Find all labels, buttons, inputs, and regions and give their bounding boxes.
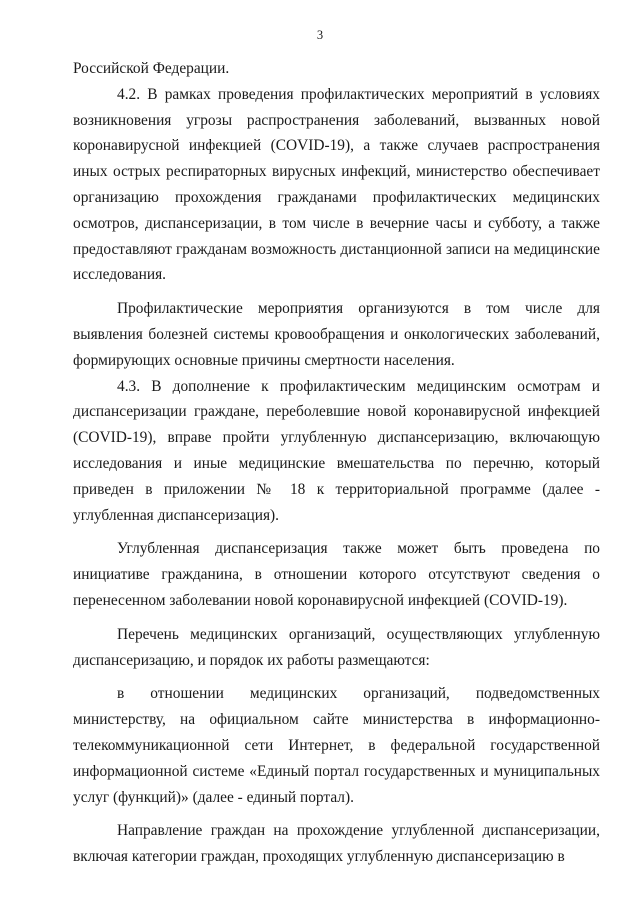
paragraph-4-2: 4.2. В рамках проведения профилактических мероприятий в условиях возникновения угрозы распространения заболеваний, вызванных новой коронавирусной инфекцией (COVID-19), а также случаев распространения иных острых респираторных вирусных инфекций, министерство обеспечивает организацию прохождения гражданами профилактических медицинских осмотров, диспансеризации, в том числе в вечерние часы и субботу, а также предоставляют гражданам возможность дистанционной записи на медицинские исследования. bbox=[73, 85, 600, 284]
paragraph-initiative: Углубленная диспансеризация также может быть проведена по инициативе гражданина, в отношении которого отсутствуют сведения о перенесенном заболевании новой коронавирусной инфекцией (COVID-19). bbox=[73, 540, 600, 609]
page-number: 3 bbox=[316, 28, 324, 42]
paragraph-4-3: 4.3. В дополнение к профилактическим медицинским осмотрам и диспансеризации граждане, переболевшие новой коронавирусной инфекцией (COVID-19), вправе пройти углубленную диспансеризацию, включающую исследования и иные медицинские вмешательства по перечню, который приведен в приложении № 18 к территориальной программе (далее - углубленная диспансеризация). bbox=[73, 377, 600, 524]
document-body bbox=[73, 56, 600, 870]
paragraph-continuation: Российской Федерации. bbox=[73, 60, 230, 77]
paragraph-preventive-measures: Профилактические мероприятия организуются в том числе для выявления болезней системы кровообращения и онкологических заболеваний, формирующих основные причины смертности населения. bbox=[73, 300, 600, 369]
paragraph-subordinate-organizations: в отношении медицинских организаций, подведомственных министерству, на официальном сайте министерства в информационно-телекоммуникационной сети Интернет, в федеральной государственной информационной системе «Единый портал государственных и муниципальных услуг (функций)» (далее - единый портал). bbox=[73, 685, 600, 806]
paragraph-organizations-list: Перечень медицинских организаций, осуществляющих углубленную диспансеризацию, и порядок их работы размещаются: bbox=[73, 625, 600, 669]
paragraph-referral: Направление граждан на прохождение углубленной диспансеризации, включая категории граждан, проходящих углубленную диспансеризацию в bbox=[73, 822, 600, 866]
